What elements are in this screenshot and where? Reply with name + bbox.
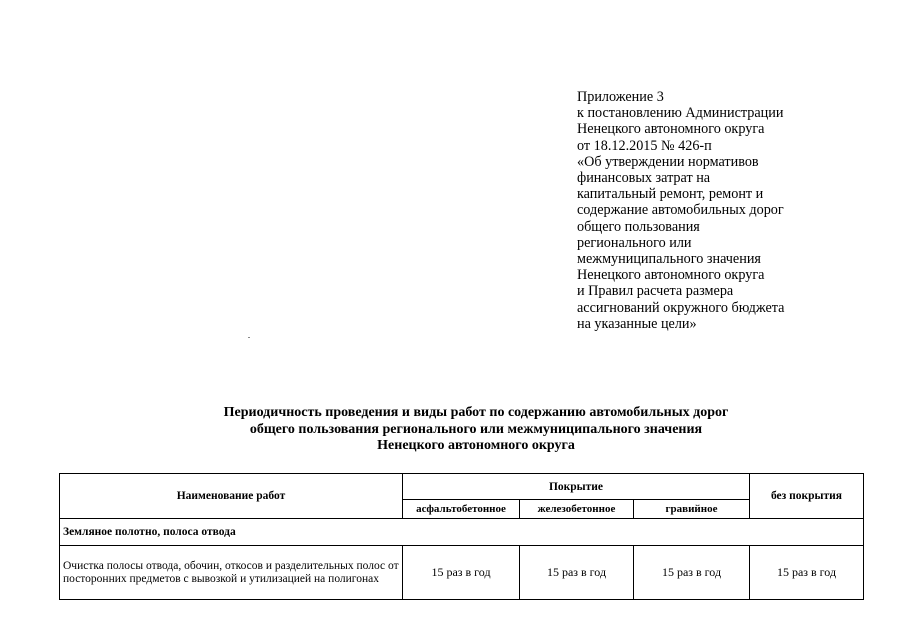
header-coverage: Покрытие [403, 474, 750, 500]
appendix-line: от 18.12.2015 № 426-п [577, 137, 712, 154]
asphalt-cell: 15 раз в год [403, 546, 520, 600]
appendix-line: ассигнований окружного бюджета [577, 299, 785, 316]
header-work-name: Наименование работ [60, 474, 403, 519]
header-concrete: железобетонное [520, 500, 634, 519]
appendix-line: Ненецкого автономного округа [577, 121, 765, 138]
appendix-line: на указанные цели» [577, 315, 697, 332]
title-line: Ненецкого автономного округа [377, 438, 575, 453]
table-header-row [60, 474, 864, 500]
section-row [60, 519, 864, 546]
appendix-line: к постановлению Администрации [577, 105, 784, 122]
appendix-line: межмуниципального значения [577, 251, 761, 268]
appendix-line: «Об утверждении нормативов [577, 153, 759, 170]
header-gravel: гравийное [634, 500, 750, 519]
title-line: Периодичность проведения и виды работ по содержанию автомобильных дорог [223, 405, 729, 420]
no-cover-cell: 15 раз в год [750, 546, 864, 600]
appendix-line: финансовых затрат на [577, 170, 711, 187]
scan-speck [248, 337, 250, 338]
gravel-cell: 15 раз в год [634, 546, 750, 600]
table-row [60, 546, 864, 600]
appendix-line: капитальный ремонт, ремонт и [577, 186, 764, 203]
appendix-line: общего пользования [577, 218, 700, 235]
work-name-cell: Очистка полосы отвода, обочин, откосов и разделительных полос от посторонних предметов с вывозкой и утилизацией на полигонах [60, 546, 403, 600]
document-title [0, 405, 905, 455]
appendix-line: Приложение 3 [577, 89, 664, 105]
header-no-cover: без покрытия [750, 474, 864, 519]
concrete-cell: 15 раз в год [520, 546, 634, 600]
appendix-line: Ненецкого автономного округа [577, 267, 765, 284]
appendix-block [577, 89, 897, 332]
appendix-line: регионального или [577, 234, 692, 251]
appendix-line: и Правил расчета размера [577, 283, 734, 300]
works-table [59, 473, 864, 600]
appendix-line: содержание автомобильных дорог [577, 202, 784, 219]
title-line: общего пользования регионального или межмуниципального значения [249, 421, 703, 437]
section-title: Земляное полотно, полоса отвода [60, 519, 864, 546]
header-asphalt: асфальтобетонное [403, 500, 520, 519]
